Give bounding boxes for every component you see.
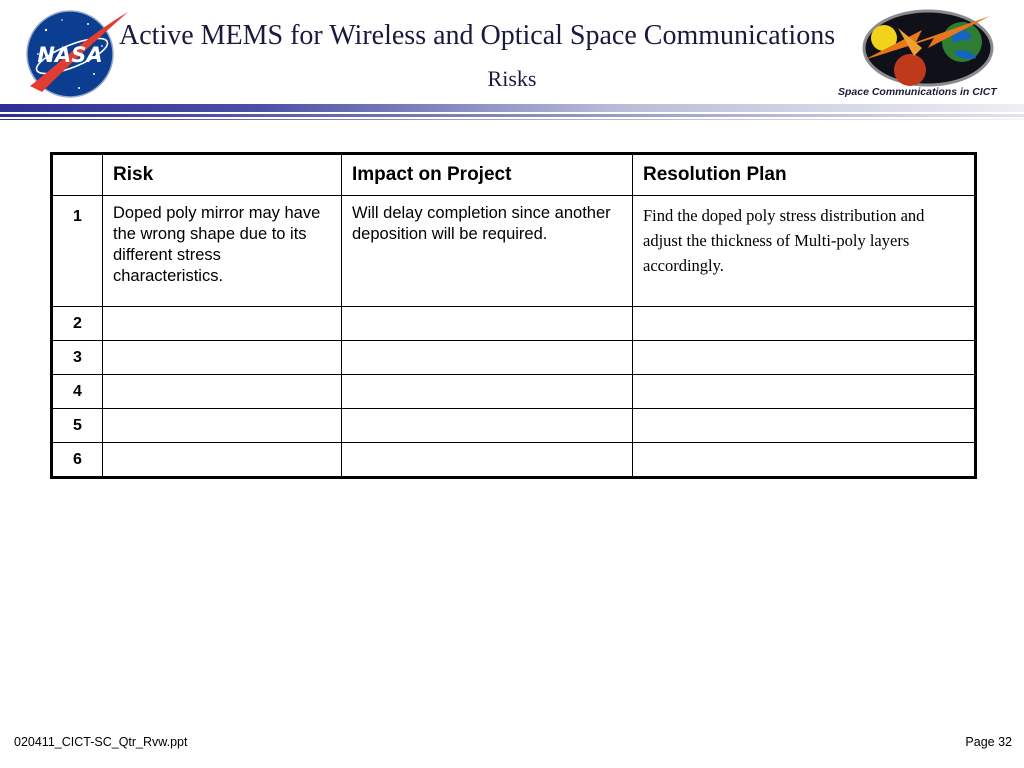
column-header-risk: Risk	[103, 154, 342, 196]
row-number: 5	[52, 409, 103, 443]
risk-cell	[103, 409, 342, 443]
risk-cell	[103, 443, 342, 478]
column-header-impact: Impact on Project	[342, 154, 633, 196]
resolution-cell	[633, 409, 976, 443]
table-row	[52, 307, 976, 341]
footer-page-number: Page 32	[965, 735, 1012, 749]
risk-table	[50, 152, 977, 479]
column-header-resolution: Resolution Plan	[633, 154, 976, 196]
nasa-logo-text: NASA	[37, 43, 103, 67]
table-row	[52, 409, 976, 443]
impact-cell	[342, 196, 633, 307]
resolution-cell	[633, 307, 976, 341]
row-number: 2	[52, 307, 103, 341]
cict-logo	[858, 8, 998, 90]
resolution-cell	[633, 375, 976, 409]
resolution-cell	[633, 443, 976, 478]
table-row	[52, 341, 976, 375]
table-row	[52, 196, 976, 307]
header-divider	[0, 104, 1024, 121]
row-number: 4	[52, 375, 103, 409]
risk-cell	[103, 196, 342, 307]
slide-title: Active MEMS for Wireless and Optical Space Communications	[119, 20, 836, 51]
impact-text: Will delay completion since another deposition will be required.	[352, 204, 611, 243]
table-header-row	[52, 154, 976, 196]
risk-cell	[103, 375, 342, 409]
cict-logo-caption: Space Communications in CICT	[838, 86, 997, 98]
risk-text: Doped poly mirror may have the wrong shape due to its different stress characteristics.	[113, 204, 321, 285]
footer-filename: 020411_CICT-SC_Qtr_Rvw.ppt	[14, 735, 188, 749]
impact-cell	[342, 375, 633, 409]
table-row	[52, 443, 976, 478]
impact-cell	[342, 409, 633, 443]
column-header-number	[52, 154, 103, 196]
row-number: 6	[52, 443, 103, 478]
table-row	[52, 375, 976, 409]
impact-cell	[342, 307, 633, 341]
resolution-text: Find the doped poly stress distribution and adjust the thickness of Multi-poly layers accordingly.	[643, 206, 925, 275]
resolution-cell	[633, 341, 976, 375]
resolution-cell	[633, 196, 976, 307]
slide-subtitle: Risks	[487, 66, 537, 91]
row-number: 3	[52, 341, 103, 375]
row-number: 1	[52, 196, 103, 307]
impact-cell	[342, 341, 633, 375]
risk-cell	[103, 307, 342, 341]
impact-cell	[342, 443, 633, 478]
risk-cell	[103, 341, 342, 375]
